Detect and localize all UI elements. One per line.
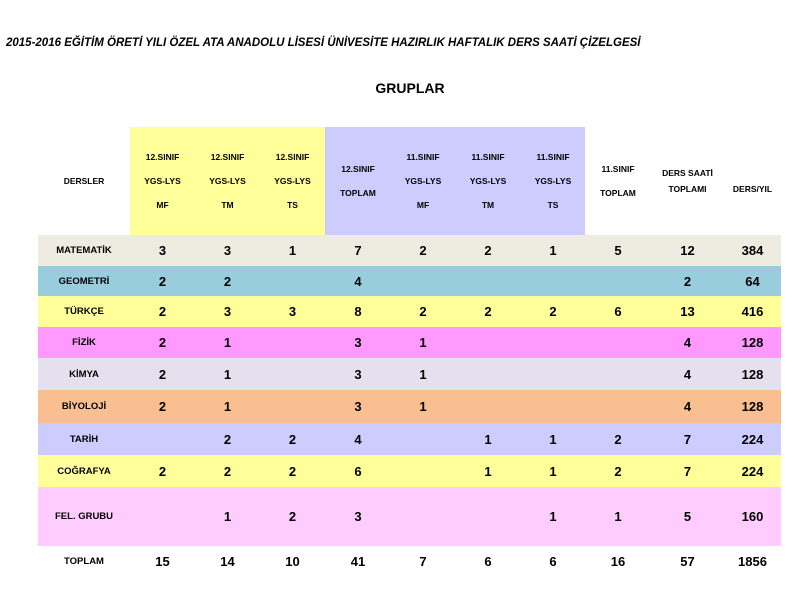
- cell: 2: [419, 304, 427, 319]
- cell: 1: [549, 463, 557, 479]
- cell: 2: [158, 335, 167, 350]
- total-cell: 14: [220, 553, 235, 569]
- cell: 64: [745, 273, 760, 289]
- cell: 2: [158, 366, 167, 382]
- total-cell: 1856: [738, 553, 767, 569]
- row-biyoloji: [38, 390, 781, 423]
- cell: 1: [419, 335, 427, 350]
- cell: [391, 423, 455, 455]
- group-heading: GRUPLAR: [375, 80, 445, 96]
- total-label: TOPLAM: [64, 555, 104, 567]
- subject-name: FİZİK: [72, 337, 96, 348]
- total-cell: 15: [155, 553, 170, 569]
- cell: 416: [741, 304, 764, 319]
- cell: 2: [614, 463, 622, 479]
- total-cell: 6: [549, 553, 557, 569]
- cell: 5: [683, 509, 692, 524]
- cell: 2: [484, 304, 492, 319]
- cell: 3: [223, 304, 232, 319]
- cell: 6: [354, 463, 362, 479]
- cell: 2: [223, 431, 232, 447]
- cell: 1: [419, 366, 427, 382]
- cell: 2: [158, 463, 167, 479]
- cell: 128: [741, 366, 764, 382]
- cell: 3: [354, 335, 362, 350]
- total-cell: 57: [680, 553, 695, 569]
- cell: [260, 358, 325, 390]
- total-cell: 16: [610, 553, 626, 569]
- col-header-11-toplam: 11.SINIF TOPLAM: [600, 164, 636, 198]
- cell: 3: [158, 243, 167, 258]
- cell: 4: [683, 366, 692, 382]
- cell: 2: [158, 273, 167, 289]
- col-header-12-tm: 12.SINIF YGS-LYS TM: [195, 127, 260, 235]
- cell: 1: [549, 509, 557, 524]
- total-cell: 6: [484, 553, 492, 569]
- cell: 3: [354, 509, 362, 524]
- cell: 2: [683, 273, 692, 289]
- cell: 13: [680, 304, 695, 319]
- header-row: [38, 127, 781, 235]
- cell: 2: [549, 304, 557, 319]
- row-geometri: [38, 266, 781, 296]
- subject-name: COĞRAFYA: [57, 465, 111, 477]
- cell: 384: [741, 243, 764, 258]
- cell: [391, 455, 455, 487]
- cell: 3: [288, 304, 297, 319]
- cell: 1: [484, 431, 492, 447]
- cell: [521, 390, 585, 423]
- total-cell: 10: [285, 553, 300, 569]
- cell: 1: [419, 399, 427, 414]
- subject-name: TARİH: [69, 433, 99, 445]
- cell: 12: [680, 243, 695, 258]
- cell: [585, 266, 651, 296]
- col-header-11-ts: 11.SINIF YGS-LYS TS: [521, 127, 585, 235]
- cell: [455, 358, 521, 390]
- cell: 4: [354, 273, 362, 289]
- cell: 1: [223, 335, 232, 350]
- subject-name: KİMYA: [69, 368, 99, 380]
- cell: 224: [741, 463, 764, 479]
- cell: [521, 327, 585, 358]
- cell: 4: [683, 335, 692, 350]
- cell: 2: [614, 431, 622, 447]
- cell: 2: [158, 399, 167, 414]
- cell: [260, 390, 325, 423]
- cell: [130, 487, 195, 546]
- cell: 7: [354, 243, 362, 258]
- cell: 3: [223, 243, 232, 258]
- cell: 160: [741, 509, 764, 524]
- row-cografya: [38, 455, 781, 487]
- cell: 1: [484, 463, 492, 479]
- cell: 2: [288, 431, 297, 447]
- cell: 224: [741, 431, 764, 447]
- cell: [585, 390, 651, 423]
- cell: 3: [354, 366, 362, 382]
- cell: [521, 266, 585, 296]
- row-fizik: [38, 327, 781, 358]
- subject-header: DERSLER: [63, 176, 105, 186]
- cell: [455, 390, 521, 423]
- cell: 1: [614, 509, 622, 524]
- cell: 1: [549, 431, 557, 447]
- cell: 4: [683, 399, 692, 414]
- total-cell: 7: [419, 553, 427, 569]
- document-title: 2015-2016 EĞİTİM ÖRETİ YILI ÖZEL ATA ANADOLU LİSESİ ÜNİVESİTE HAZIRLIK HAFTALIK DERS SAATİ ÇİZELGESİ: [6, 37, 641, 49]
- cell: 2: [484, 243, 492, 258]
- schedule-table: [38, 127, 781, 576]
- cell: 2: [419, 243, 427, 258]
- subject-name: MATEMATİK: [56, 245, 112, 256]
- cell: [260, 327, 325, 358]
- col-header-ders-yil: DERS/YIL: [732, 184, 773, 194]
- cell: 1: [288, 243, 297, 258]
- cell: [455, 266, 521, 296]
- cell: [260, 266, 325, 296]
- cell: 6: [614, 304, 622, 319]
- row-kimya: [38, 358, 781, 390]
- cell: [585, 358, 651, 390]
- subject-name: GEOMETRİ: [58, 275, 110, 287]
- cell: 7: [683, 463, 692, 479]
- cell: 4: [354, 431, 362, 447]
- row-tarih: [38, 423, 781, 455]
- col-header-12-ts: 12.SINIF YGS-LYS TS: [260, 127, 325, 235]
- cell: [455, 327, 521, 358]
- cell: 128: [741, 335, 764, 350]
- total-cell: 41: [350, 553, 366, 569]
- cell: [130, 423, 195, 455]
- row-matematik: [38, 235, 781, 266]
- cell: 1: [223, 509, 232, 524]
- cell: 5: [614, 243, 622, 258]
- row-fel-grubu: [38, 487, 781, 546]
- col-header-ders-saati-toplami: DERS SAATİ TOPLAMI: [662, 168, 713, 194]
- subject-name: BİYOLOJİ: [61, 401, 107, 412]
- cell: [521, 358, 585, 390]
- row-total: [38, 546, 781, 576]
- cell: 1: [223, 399, 232, 414]
- col-header-11-tm: 11.SINIF YGS-LYS TM: [455, 127, 521, 235]
- cell: 2: [223, 273, 232, 289]
- cell: 7: [683, 431, 692, 447]
- cell: [585, 327, 651, 358]
- cell: 8: [354, 304, 362, 319]
- cell: 128: [741, 399, 764, 414]
- col-header-12-mf: 12.SINIF YGS-LYS MF: [130, 127, 195, 235]
- cell: 3: [354, 399, 362, 414]
- col-header-11-mf: 11.SINIF YGS-LYS MF: [391, 127, 455, 235]
- col-header-12-toplam: 12.SINIF TOPLAM: [325, 127, 391, 235]
- subject-name: TÜRKÇE: [64, 306, 104, 317]
- cell: 1: [549, 243, 557, 258]
- cell: 2: [288, 463, 297, 479]
- subject-name: FEL. GRUBU: [54, 511, 114, 522]
- cell: 1: [223, 366, 232, 382]
- cell: 2: [158, 304, 167, 319]
- cell: [455, 487, 521, 546]
- cell: 2: [223, 463, 232, 479]
- row-turkce: [38, 296, 781, 327]
- cell: [391, 487, 455, 546]
- cell: [391, 266, 455, 296]
- cell: 2: [288, 509, 297, 524]
